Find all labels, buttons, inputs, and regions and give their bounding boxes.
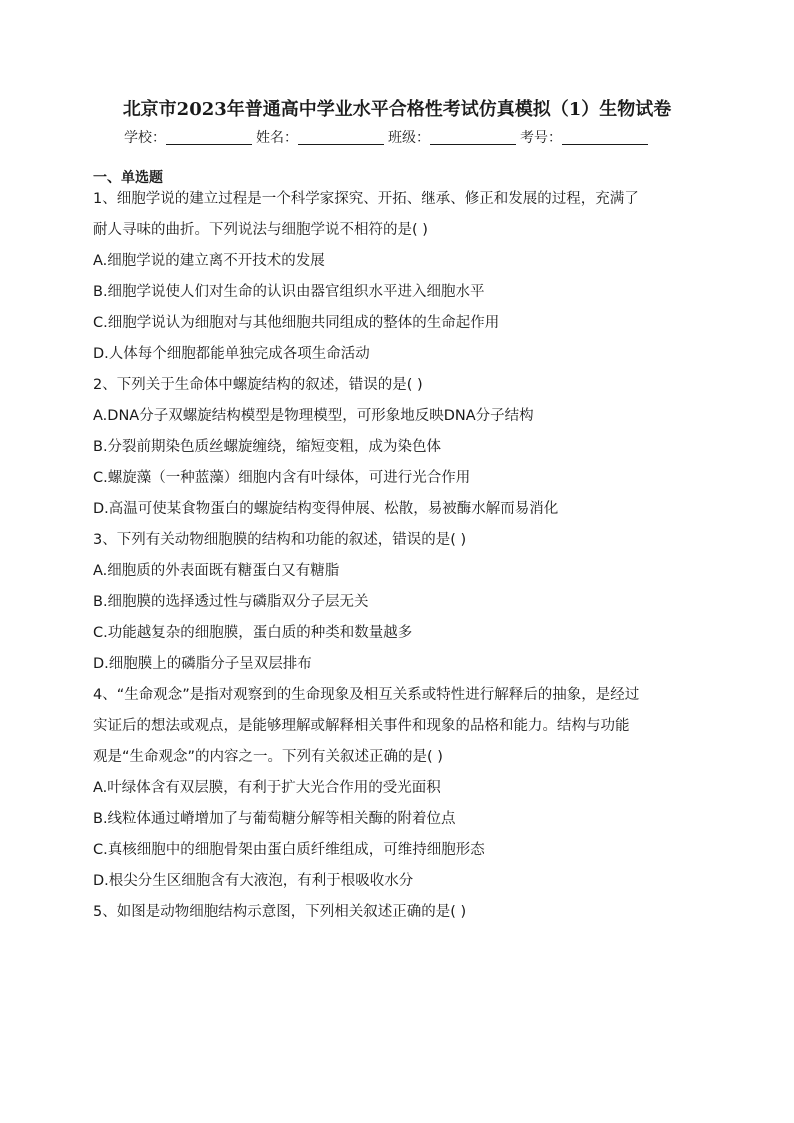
option-line: C.细胞学说认为细胞对与其他细胞共同组成的整体的生命起作用 bbox=[93, 315, 500, 331]
option-line: C.真核细胞中的细胞骨架由蛋白质纤维组成，可维持细胞形态 bbox=[93, 842, 485, 858]
page-title: 北京市2023年普通高中学业水平合格性考试仿真模拟（1）生物试卷 bbox=[122, 99, 672, 120]
text-line: 观是“生命观念”的内容之一。下列有关叙述正确的是( ) bbox=[93, 749, 443, 765]
option-line: A.细胞质的外表面既有糖蛋白又有糖脂 bbox=[93, 563, 340, 579]
text-line: 5、如图是动物细胞结构示意图，下列相关叙述正确的是( ) bbox=[93, 904, 467, 920]
name-blank bbox=[298, 130, 384, 145]
exam-number-label: 考号： bbox=[520, 130, 562, 146]
option-line: D.根尖分生区细胞含有大液泡，有利于根吸收水分 bbox=[93, 873, 414, 889]
option-line: D.人体每个细胞都能单独完成各项生命活动 bbox=[93, 346, 370, 362]
option-line: B.分裂前期染色质丝螺旋缠绕，缩短变粗，成为染色体 bbox=[93, 439, 442, 455]
text-line: 4、“生命观念”是指对观察到的生命现象及相互关系或特性进行解释后的抽象，是经过 bbox=[93, 687, 640, 703]
option-line: C.功能越复杂的细胞膜，蛋白质的种类和数量越多 bbox=[93, 625, 413, 641]
option-line: B.细胞膜的选择透过性与磷脂双分子层无关 bbox=[93, 594, 369, 610]
text-line: 耐人寻味的曲折。下列说法与细胞学说不相符的是( ) bbox=[93, 222, 428, 238]
option-line: A.DNA分子双螺旋结构模型是物理模型，可形象地反映DNA分子结构 bbox=[93, 408, 534, 424]
exam-number-blank bbox=[562, 130, 648, 145]
class-label: 班级： bbox=[388, 130, 430, 146]
option-line: B.线粒体通过嵴增加了与葡萄糖分解等相关酶的附着位点 bbox=[93, 811, 456, 827]
text-line: 实证后的想法或观点，是能够理解或解释相关事件和现象的品格和能力。结构与功能 bbox=[93, 718, 630, 734]
student-info-row bbox=[124, 127, 684, 147]
option-line: D.高温可使某食物蛋白的螺旋结构变得伸展、松散，易被酶水解而易消化 bbox=[93, 501, 559, 517]
school-blank bbox=[166, 130, 252, 145]
option-line: C.螺旋藻（一种蓝藻）细胞内含有叶绿体，可进行光合作用 bbox=[93, 470, 471, 486]
text-line: 1、细胞学说的建立过程是一个科学家探究、开拓、继承、修正和发展的过程，充满了 bbox=[93, 191, 639, 207]
name-label: 姓名： bbox=[256, 130, 298, 146]
option-line: A.叶绿体含有双层膜，有利于扩大光合作用的受光面积 bbox=[93, 780, 441, 796]
option-line: B.细胞学说使人们对生命的认识由器官组织水平进入细胞水平 bbox=[93, 284, 485, 300]
text-line: 3、下列有关动物细胞膜的结构和功能的叙述，错误的是( ) bbox=[93, 532, 467, 548]
option-line: D.细胞膜上的磷脂分子呈双层排布 bbox=[93, 656, 312, 672]
school-label: 学校： bbox=[124, 130, 166, 146]
text-line: 2、下列关于生命体中螺旋结构的叙述，错误的是( ) bbox=[93, 377, 423, 393]
class-blank bbox=[430, 130, 516, 145]
option-line: A.细胞学说的建立离不开技术的发展 bbox=[93, 253, 325, 269]
question-content bbox=[93, 184, 698, 928]
section-heading: 一、单选题 bbox=[93, 170, 163, 186]
